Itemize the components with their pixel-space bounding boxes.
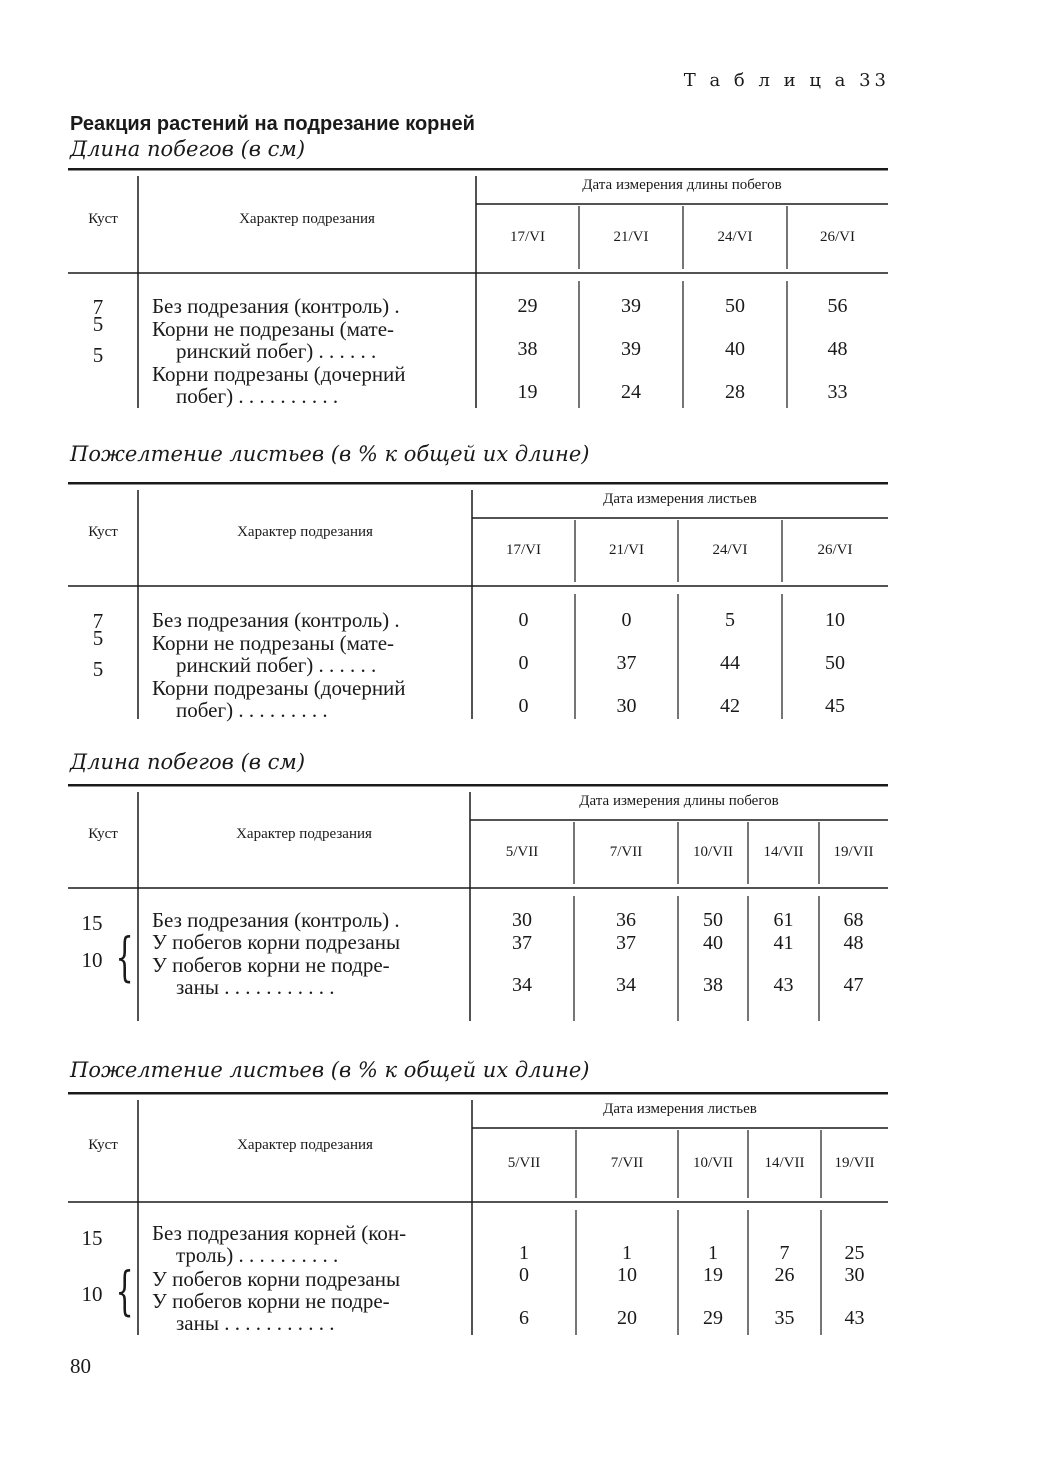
data-cell: 43 bbox=[844, 1307, 865, 1329]
data-cell: 33 bbox=[827, 381, 848, 403]
data-cell: 19 bbox=[517, 381, 538, 403]
data-cell: 20 bbox=[617, 1307, 637, 1329]
data-cell: 39 bbox=[621, 338, 641, 360]
data-cell: 50 bbox=[825, 652, 845, 674]
data-cell: 34 bbox=[616, 974, 636, 996]
data-cell: 26 bbox=[774, 1264, 795, 1286]
data-cell: 36 bbox=[616, 909, 636, 931]
column-header-bush: Куст bbox=[88, 826, 118, 842]
column-header-date: 5/VII bbox=[505, 844, 539, 860]
row-description bbox=[152, 909, 460, 931]
page-title: Реакция растений на подрезание корней bbox=[70, 113, 475, 135]
column-header-character: Характер подрезания bbox=[237, 1137, 373, 1153]
description-line: Корни не подрезаны (мате- bbox=[152, 631, 395, 655]
description-line: Корни подрезаны (дочерний bbox=[152, 362, 406, 386]
data-cell: 6 bbox=[519, 1307, 529, 1329]
data-cell: 39 bbox=[621, 295, 641, 317]
column-header-bush: Куст bbox=[88, 1137, 118, 1153]
row-description bbox=[152, 363, 460, 407]
data-cell: 61 bbox=[773, 909, 794, 931]
description-line: заны . . . . . . . . . . . bbox=[176, 1311, 335, 1335]
row-description bbox=[152, 954, 460, 998]
data-table bbox=[68, 482, 888, 723]
row-description bbox=[152, 677, 460, 721]
row-description bbox=[152, 1268, 460, 1290]
column-header-date: 7/VII bbox=[610, 1155, 644, 1171]
data-cell: 25 bbox=[844, 1242, 865, 1264]
data-table bbox=[68, 168, 888, 412]
data-cell: 28 bbox=[725, 381, 745, 403]
data-cell: 34 bbox=[512, 974, 532, 996]
group-header-dates: Дата измерения длины побегов bbox=[582, 177, 782, 193]
group-header-dates: Дата измерения листьев bbox=[603, 491, 757, 507]
data-cell: 41 bbox=[773, 932, 794, 954]
bush-number: 7 bbox=[92, 295, 104, 319]
column-header-character: Характер подрезания bbox=[239, 210, 375, 227]
column-header-date: 21/VI bbox=[609, 542, 644, 558]
column-header-date: 17/VI bbox=[506, 542, 541, 558]
data-cell: 47 bbox=[843, 974, 864, 996]
column-header-date: 24/VI bbox=[712, 542, 748, 558]
description-line: Корни не подрезаны (мате- bbox=[152, 317, 395, 341]
bush-number: 15 bbox=[81, 911, 103, 935]
row-description bbox=[152, 295, 460, 317]
grouping-brace: { bbox=[115, 1262, 134, 1322]
data-cell: 0 bbox=[518, 609, 529, 631]
description-line: У побегов корни подрезаны bbox=[152, 930, 401, 954]
section-subtitle: Пожелтение листьев (в % к общей их длине) bbox=[70, 442, 590, 466]
column-header-date: 19/VII bbox=[833, 844, 874, 860]
column-header-date: 5/VII bbox=[507, 1155, 541, 1171]
data-cell: 30 bbox=[512, 909, 532, 931]
data-cell: 35 bbox=[774, 1307, 795, 1329]
data-cell: 37 bbox=[512, 932, 532, 954]
data-cell: 50 bbox=[703, 909, 723, 931]
data-cell: 1 bbox=[622, 1242, 632, 1264]
data-cell: 48 bbox=[843, 932, 864, 954]
section-subtitle: Длина побегов (в см) bbox=[70, 137, 306, 161]
column-header-bush: Куст bbox=[88, 524, 118, 540]
bush-number: 5 bbox=[92, 312, 104, 336]
row-description bbox=[152, 1290, 460, 1334]
data-cell: 38 bbox=[517, 338, 538, 360]
data-cell: 0 bbox=[518, 695, 529, 717]
column-header-date: 10/VII bbox=[693, 1155, 733, 1171]
data-cell: 24 bbox=[621, 381, 641, 403]
data-cell: 38 bbox=[703, 974, 723, 996]
column-header-date: 14/VII bbox=[763, 844, 804, 860]
bush-number: 5 bbox=[92, 626, 104, 650]
column-header-date: 7/VII bbox=[609, 844, 643, 860]
data-cell: 44 bbox=[720, 652, 740, 674]
column-header-character: Характер подрезания bbox=[237, 524, 373, 540]
bush-number: 5 bbox=[92, 343, 104, 367]
column-header-date: 24/VI bbox=[717, 228, 753, 245]
bush-number: 15 bbox=[81, 1226, 103, 1250]
data-table bbox=[68, 784, 888, 1025]
description-line: заны . . . . . . . . . . . bbox=[176, 975, 335, 999]
section-subtitle: Пожелтение листьев (в % к общей их длине) bbox=[70, 1058, 590, 1082]
data-cell: 29 bbox=[517, 295, 538, 317]
row-description bbox=[152, 318, 460, 362]
data-cell: 1 bbox=[708, 1242, 718, 1264]
page-number: 80 bbox=[70, 1354, 91, 1378]
description-line: Без подрезания корней (кон- bbox=[152, 1221, 407, 1245]
data-cell: 0 bbox=[519, 1264, 529, 1286]
column-header-date: 14/VII bbox=[764, 1155, 805, 1171]
description-line: побег) . . . . . . . . . bbox=[176, 698, 328, 722]
data-table bbox=[68, 1092, 888, 1339]
description-line: ринский побег) . . . . . . bbox=[176, 339, 377, 363]
data-cell: 48 bbox=[827, 338, 848, 360]
data-cell: 30 bbox=[616, 695, 637, 717]
data-cell: 0 bbox=[518, 652, 529, 674]
data-cell: 37 bbox=[616, 932, 636, 954]
data-cell: 30 bbox=[844, 1264, 865, 1286]
column-header-date: 21/VI bbox=[613, 228, 649, 245]
data-cell: 29 bbox=[703, 1307, 723, 1329]
description-line: У побегов корни не подре- bbox=[152, 953, 390, 977]
column-header-date: 26/VI bbox=[817, 542, 853, 558]
description-line: побег) . . . . . . . . . . bbox=[176, 384, 339, 408]
column-header-date: 17/VI bbox=[510, 228, 545, 245]
data-cell: 0 bbox=[621, 609, 632, 631]
data-cell: 43 bbox=[773, 974, 794, 996]
data-cell: 40 bbox=[725, 338, 745, 360]
row-description bbox=[152, 931, 460, 953]
description-line: Без подрезания (контроль) . bbox=[152, 608, 400, 632]
group-header-dates: Дата измерения длины побегов bbox=[579, 793, 779, 809]
data-cell: 19 bbox=[703, 1264, 723, 1286]
grouping-brace: { bbox=[115, 928, 134, 988]
data-cell: 1 bbox=[519, 1242, 529, 1264]
description-line: ринский побег) . . . . . . bbox=[176, 653, 377, 677]
data-cell: 68 bbox=[843, 909, 864, 931]
column-header-bush: Куст bbox=[88, 210, 118, 227]
table-number-label: Т а б л и ц а 33 bbox=[683, 70, 890, 91]
data-cell: 10 bbox=[617, 1264, 637, 1286]
data-cell: 37 bbox=[616, 652, 637, 674]
data-cell: 7 bbox=[779, 1242, 790, 1264]
data-cell: 5 bbox=[725, 609, 735, 631]
data-cell: 50 bbox=[725, 295, 745, 317]
section-subtitle: Длина побегов (в см) bbox=[70, 750, 306, 774]
description-line: Без подрезания (контроль) . bbox=[152, 908, 400, 932]
group-header-dates: Дата измерения листьев bbox=[603, 1101, 757, 1117]
data-cell: 56 bbox=[827, 295, 848, 317]
bush-number: 7 bbox=[92, 609, 104, 633]
column-header-date: 10/VII bbox=[693, 844, 733, 860]
bush-number-group: 10 bbox=[81, 1282, 103, 1306]
row-description bbox=[152, 632, 460, 676]
data-cell: 45 bbox=[825, 695, 845, 717]
data-cell: 40 bbox=[703, 932, 723, 954]
bush-number: 5 bbox=[92, 657, 104, 681]
column-header-date: 19/VII bbox=[834, 1155, 875, 1171]
data-cell: 10 bbox=[825, 609, 845, 631]
data-cell: 42 bbox=[720, 695, 740, 717]
bush-number-group: 10 bbox=[81, 948, 103, 972]
description-line: Корни подрезаны (дочерний bbox=[152, 676, 406, 700]
column-header-date: 26/VI bbox=[820, 228, 855, 245]
row-description bbox=[152, 609, 460, 631]
description-line: Без подрезания (контроль) . bbox=[152, 294, 400, 318]
description-line: У побегов корни подрезаны bbox=[152, 1267, 401, 1291]
description-line: троль) . . . . . . . . . . bbox=[176, 1243, 339, 1267]
description-line: У побегов корни не подре- bbox=[152, 1289, 390, 1313]
row-description bbox=[152, 1222, 460, 1266]
column-header-character: Характер подрезания bbox=[236, 826, 372, 842]
